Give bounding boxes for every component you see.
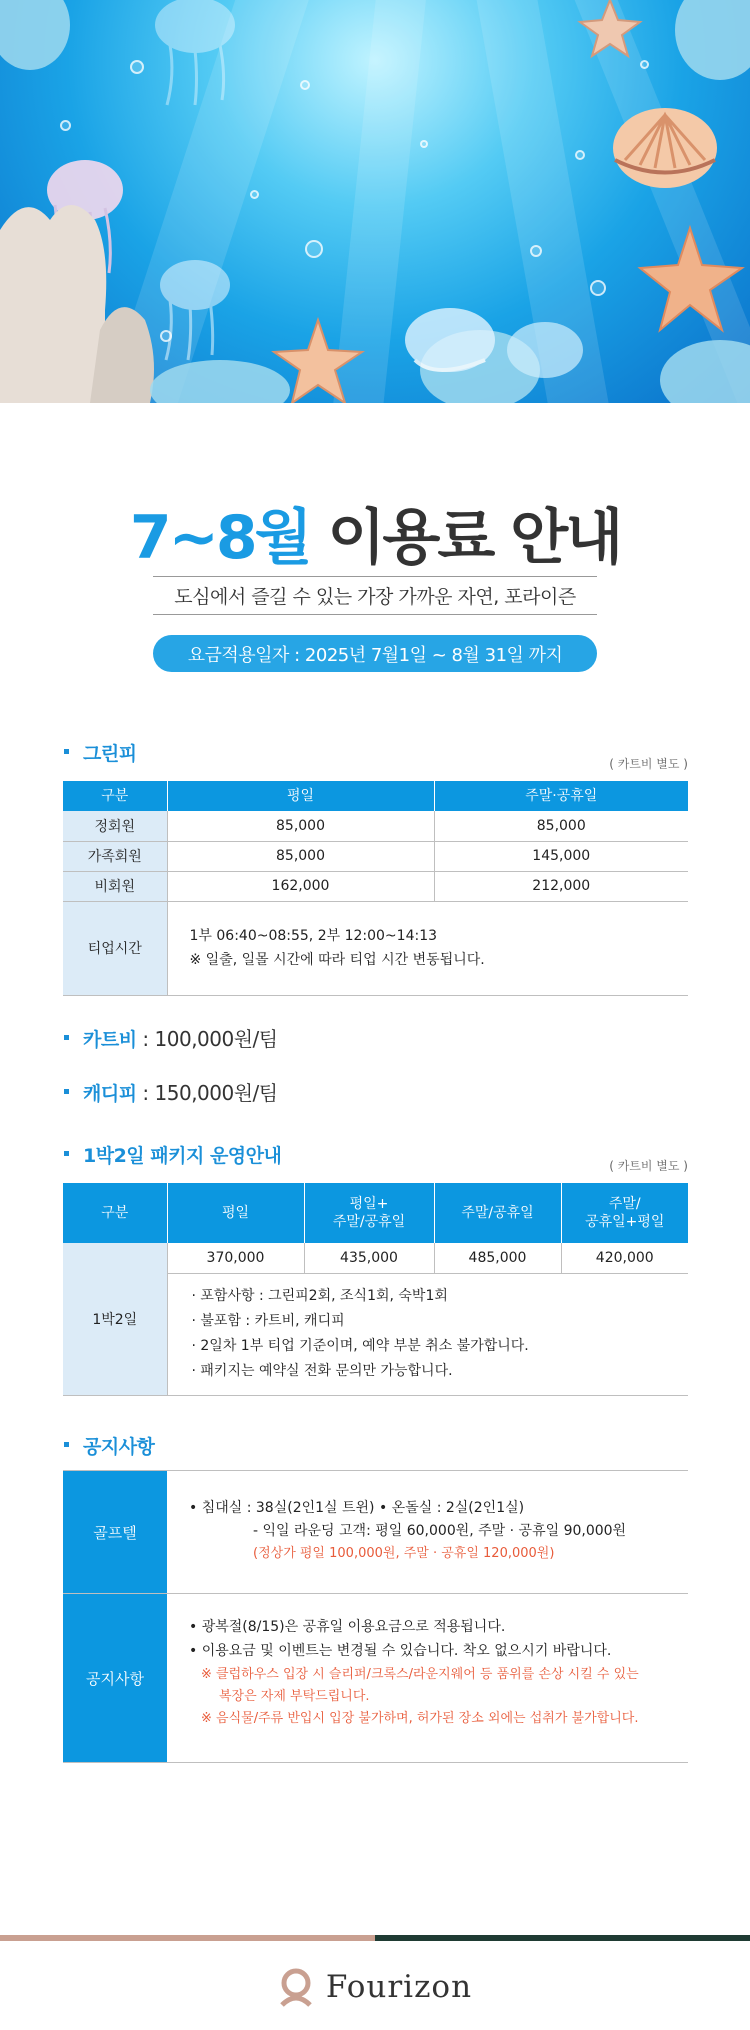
notice-row-general [63,1594,688,1763]
footer-bar-left [0,1935,375,1941]
notice-item: • 이용요금 및 이벤트는 변경될 수 있습니다. 착오 없으시기 바랍니다. [189,1642,612,1659]
notice-heading: 공지사항 [64,1432,154,1459]
package-detail: · 불포함 : 카트비, 캐디피 [191,1312,345,1329]
table-row: 비회원 162,000 212,000 [63,871,688,901]
page-title [0,490,750,576]
golftel-rooms: • 침대실 : 38실(2인1실 트윈) • 온돌실 : 2실(2인1실) [189,1500,525,1516]
package-heading: 1박2일 패키지 운영안내 [64,1141,281,1168]
brand-logo [0,1962,750,2012]
table-header: 주말/공휴일 [434,1183,561,1243]
hero-underwater-image [0,0,750,403]
teeup-label: 티업시간 [63,901,167,995]
green-fee-heading: 그린피 [64,739,137,766]
notice-label: 공지사항 [63,1594,167,1762]
table-header: 평일 [167,781,434,811]
table-row: 정회원 85,000 85,000 [63,811,688,841]
golftel-label: 골프텔 [63,1471,167,1593]
footer-bar-right [375,1935,750,1941]
table-header: 구분 [63,1183,167,1243]
cart-fee-line: 카트비 : 100,000원/팀 [64,1023,278,1052]
brand-emblem-icon [278,1967,314,2007]
package-detail: · 포함사항 : 그린피2회, 조식1회, 숙박1회 [191,1287,448,1304]
table-row: 가족회원 85,000 145,000 [63,841,688,871]
table-header: 주말/ 공휴일+평일 [561,1183,688,1243]
caddie-fee-line: 캐디피 : 150,000원/팀 [64,1077,278,1106]
notice-item: • 광복절(8/15)은 공휴일 이용요금으로 적용됩니다. [189,1619,506,1635]
teeup-note: ※ 일출, 일몰 시간에 따라 티업 시간 변동됩니다. [189,952,485,968]
table-header: 평일 [167,1183,304,1243]
green-fee-note: ( 카트비 별도 ) [609,757,688,771]
notice-table [63,1470,688,1763]
golftel-regular-price: (정상가 평일 100,000원, 주말 · 공휴일 120,000원) [253,1546,555,1562]
title-highlight: 7~8월 [129,503,310,573]
green-fee-table [63,781,688,996]
notice-warning: ※ 클럽하우스 입장 시 슬리퍼/크록스/라운지웨어 등 품위를 손상 시킬 수 있는 [201,1666,639,1682]
notice-warning-cont: 복장은 자제 부탁드립니다. [219,1688,370,1704]
notice-warning: ※ 음식물/주류 반입시 입장 불가하며, 허가된 장소 외에는 섭취가 불가합니다. [201,1710,639,1726]
date-notice-badge: 요금적용일자 : 2025년 7월1일 ~ 8월 31일 까지 [153,635,597,672]
subtitle: 도심에서 즐길 수 있는 가장 가까운 자연, 포라이즌 [153,576,597,615]
package-table [63,1183,688,1396]
notice-row-golftel [63,1471,688,1594]
table-header: 평일+ 주말/공휴일 [304,1183,434,1243]
package-note: ( 카트비 별도 ) [609,1159,688,1173]
table-header: 주말·공휴일 [434,781,688,811]
golftel-price: - 익일 라운딩 고객: 평일 60,000원, 주말 · 공휴일 90,000원 [253,1523,627,1540]
brand-name: Fourizon [325,1969,473,2005]
teeup-times: 1부 06:40~08:55, 2부 12:00~14:13 [189,927,438,944]
table-row: 1박2일 370,000 435,000 485,000 420,000 [63,1243,688,1273]
package-detail: · 2일차 1부 티업 기준이며, 예약 부분 취소 불가합니다. [191,1338,529,1354]
table-row [63,901,688,995]
package-detail: · 패키지는 예약실 전화 문의만 가능합니다. [191,1363,453,1380]
package-row-label: 1박2일 [63,1243,167,1395]
title-rest: 이용료 안내 [309,503,621,573]
table-header: 구분 [63,781,167,811]
